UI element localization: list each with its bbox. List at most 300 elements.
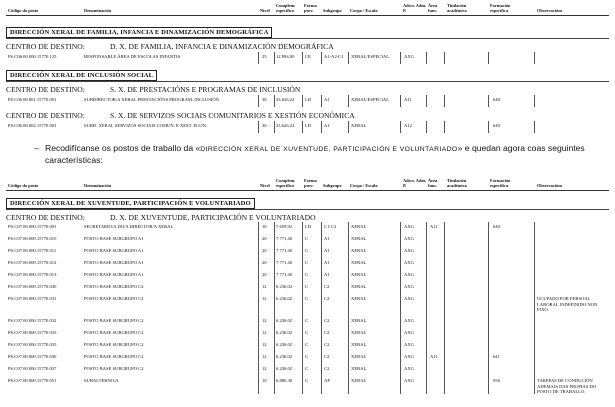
cell-nivel: 30 <box>262 97 267 102</box>
cell-corpo: XERAL <box>351 236 367 241</box>
header-codigo: Código do posto <box>8 183 39 188</box>
cell-forma: C <box>305 342 309 347</box>
column-divider <box>426 270 427 282</box>
cell-subgrupo: A1 <box>324 272 330 277</box>
cell-codigo: PS.C06.00.002.15770.001 <box>8 123 57 128</box>
column-divider <box>426 234 427 246</box>
column-divider <box>400 340 401 352</box>
cell-corpo: XERAL <box>351 272 367 277</box>
header-adscr: Adscr. Adm. P. <box>403 178 427 188</box>
column-divider <box>258 340 259 352</box>
cell-nivel: 20 <box>262 248 267 253</box>
column-divider <box>348 222 349 234</box>
header-subgrupo: Subgrupo <box>323 183 342 188</box>
column-divider <box>444 294 445 316</box>
column-divider <box>321 121 322 133</box>
cell-corpo: XERAL <box>351 378 367 383</box>
cell-forma: C <box>305 248 309 253</box>
cell-corpo: XERAL/ESPECIAL <box>351 97 390 102</box>
cell-denominacion: POSTO BASE SUBGRUPO C2 <box>84 354 144 359</box>
column-divider <box>258 270 259 282</box>
column-divider <box>444 234 445 246</box>
cell-subgrupo: A1 <box>324 248 330 253</box>
cell-forma: C <box>305 378 309 383</box>
column-divider <box>321 270 322 282</box>
column-divider <box>302 364 303 376</box>
cell-subgrupo: A1-A2-C1 <box>324 54 344 59</box>
cell-denominacion: POSTO BASE SUBGRUPO C2 <box>84 284 144 289</box>
column-divider <box>534 316 535 328</box>
cell-forma: LD <box>305 97 312 102</box>
column-divider <box>488 270 489 282</box>
cell-formacion: 956 <box>493 378 500 383</box>
cell-nivel: 12 <box>262 330 267 335</box>
column-divider <box>274 340 275 352</box>
cell-subgrupo: C1-C2 <box>324 224 337 229</box>
cell-nivel: 12 <box>262 354 267 359</box>
cell-codigo: PS.C06.00.000.15770.125 <box>8 54 57 59</box>
column-divider <box>274 234 275 246</box>
column-divider <box>348 234 349 246</box>
cell-subgrupo: A1 <box>324 123 330 128</box>
cell-corpo: XERAL <box>351 123 367 128</box>
column-divider <box>400 270 401 282</box>
cell-nivel: 30 <box>262 123 267 128</box>
destino-label: CENTRO DE DESTINO: <box>6 42 85 51</box>
cell-complemento: 7.659,92 <box>276 224 293 229</box>
cell-complemento: 6.236,02 <box>276 284 293 289</box>
column-divider <box>274 222 275 234</box>
column-divider <box>348 364 349 376</box>
note-dash: – <box>34 143 39 153</box>
column-divider <box>400 364 401 376</box>
cell-corpo: XERAL <box>351 248 367 253</box>
column-divider <box>258 222 259 234</box>
column-divider <box>444 316 445 328</box>
cell-nivel: 12 <box>262 318 267 323</box>
column-divider <box>274 328 275 340</box>
header-denominacion: Denominación <box>84 183 112 188</box>
column-divider <box>321 328 322 340</box>
cell-codigo: PS.C07.00.000.15770.037 <box>8 366 57 371</box>
column-divider <box>488 376 489 394</box>
cell-adscr: AXG <box>404 284 414 289</box>
column-divider <box>444 376 445 394</box>
cell-forma: C <box>305 260 309 265</box>
cell-complemento: 6.236,02 <box>276 296 293 301</box>
column-divider <box>426 95 427 107</box>
cell-denominacion: POSTO BASE SUBGRUPO C2 <box>84 342 144 347</box>
column-divider <box>534 270 535 282</box>
column-divider <box>488 258 489 270</box>
cell-forma: C <box>305 354 309 359</box>
column-divider <box>488 316 489 328</box>
column-divider <box>348 121 349 133</box>
cell-nivel: 20 <box>262 272 267 277</box>
header-forma: Forma prov. <box>304 178 317 188</box>
cell-denominacion: POSTO BASE SUBGRUPO C2 <box>84 296 144 301</box>
cell-corpo: XERAL <box>351 284 367 289</box>
cell-area: A11 <box>430 224 438 229</box>
column-divider <box>302 340 303 352</box>
cell-denominacion: POSTO BASE SUBGRUPO A1 <box>84 248 144 253</box>
column-divider <box>258 352 259 364</box>
cell-adscr: AXG <box>404 366 414 371</box>
destino-label: CENTRO DE DESTINO: <box>6 213 85 222</box>
cell-adscr: AXG <box>404 296 414 301</box>
column-divider <box>444 222 445 234</box>
header-nivel: Nivel <box>260 183 270 188</box>
header-titulacion: Titulación académica <box>447 3 467 13</box>
column-divider <box>302 376 303 394</box>
column-divider <box>302 352 303 364</box>
column-divider <box>488 246 489 258</box>
column-divider <box>348 52 349 64</box>
cell-subgrupo: AP <box>324 378 330 383</box>
column-divider <box>321 95 322 107</box>
column-divider <box>400 376 401 394</box>
cell-codigo: PS.C07.00.000.15770.011 <box>8 248 57 253</box>
cell-complemento: 7.771,40 <box>276 260 293 265</box>
column-divider <box>400 95 401 107</box>
column-divider <box>426 316 427 328</box>
cell-subgrupo: C2 <box>324 318 330 323</box>
cell-forma: C <box>305 236 309 241</box>
column-divider <box>274 364 275 376</box>
column-divider <box>534 376 535 394</box>
cell-nivel: 20 <box>262 236 267 241</box>
column-divider <box>488 352 489 364</box>
column-divider <box>321 376 322 394</box>
column-divider <box>274 282 275 294</box>
column-divider <box>321 52 322 64</box>
cell-complemento: 6.880,38 <box>276 378 293 383</box>
header-area: Área func. <box>428 178 438 188</box>
column-divider <box>488 282 489 294</box>
section-box-inclusion: DIRECCIÓN XERAL DE INCLUSIÓN SOCIAL <box>6 70 157 81</box>
column-divider <box>274 258 275 270</box>
column-divider <box>274 376 275 394</box>
cell-corpo: XERAL <box>351 330 367 335</box>
cell-nivel: 25 <box>262 54 267 59</box>
cell-subgrupo: A1 <box>324 260 330 265</box>
column-divider <box>426 121 427 133</box>
column-divider <box>348 246 349 258</box>
column-divider <box>258 246 259 258</box>
column-divider <box>426 352 427 364</box>
cell-denominacion: POSTO BASE SUBGRUPO A1 <box>84 272 144 277</box>
column-divider <box>400 121 401 133</box>
column-divider <box>321 294 322 316</box>
column-divider <box>426 328 427 340</box>
cell-nivel: 20 <box>262 260 267 265</box>
cell-codigo: PS.C07.00.000.15770.013 <box>8 272 57 277</box>
column-divider <box>426 282 427 294</box>
column-divider <box>302 328 303 340</box>
header-observacions: Observacións <box>537 183 563 188</box>
cell-codigo: PS.C07.00.000.15770.030 <box>8 284 57 289</box>
header-forma: Forma prov. <box>304 3 317 13</box>
section-underline <box>6 209 609 210</box>
header-corpo: Corpo / Escala <box>350 183 378 188</box>
cell-adscr: AXG <box>404 342 414 347</box>
column-divider <box>488 52 489 64</box>
cell-complemento: 23.626,22 <box>276 123 295 128</box>
column-divider <box>258 328 259 340</box>
cell-denominacion: RESPONSABLE ÁREA DE ESCOLAS INFANTIS <box>84 54 181 59</box>
note-text-after: » e quedan agora coas seguintes características: <box>45 143 585 165</box>
column-divider <box>426 364 427 376</box>
cell-nivel: 12 <box>262 296 267 301</box>
column-divider <box>444 95 445 107</box>
note-text-smallcaps: DIRECCIÓN XERAL DE XUVENTUDE, PARTICIPACIÓN E VOLUNTARIADO <box>200 146 458 153</box>
cell-nivel: 10 <box>262 378 267 383</box>
cell-nivel: 12 <box>262 366 267 371</box>
header-formacion: Formación específica <box>490 3 511 13</box>
cell-subgrupo: C2 <box>324 342 330 347</box>
cell-complemento: 6.236,02 <box>276 354 293 359</box>
destino-name: S. X. DE SERVIZOS SOCIAIS COMUNITARIOS E XESTIÓN ECONÓMICA <box>110 111 355 120</box>
cell-adscr: AXG <box>404 260 414 265</box>
column-divider <box>321 364 322 376</box>
cell-nivel: 12 <box>262 284 267 289</box>
column-divider <box>400 52 401 64</box>
column-divider <box>400 222 401 234</box>
column-divider <box>302 294 303 316</box>
header-subgrupo: Subgrupo <box>323 8 342 13</box>
column-divider <box>444 340 445 352</box>
column-divider <box>274 316 275 328</box>
column-divider <box>534 352 535 364</box>
column-divider <box>488 121 489 133</box>
column-divider <box>534 258 535 270</box>
column-divider <box>302 282 303 294</box>
cell-corpo: XERAL <box>351 318 367 323</box>
cell-adscr: AXG <box>404 378 414 383</box>
cell-corpo: XERAL/ESPECIAL <box>351 54 390 59</box>
column-divider <box>258 282 259 294</box>
cell-forma: CE <box>305 54 311 59</box>
column-divider <box>302 270 303 282</box>
column-divider <box>348 294 349 316</box>
column-divider <box>488 328 489 340</box>
cell-forma: C <box>305 330 309 335</box>
cell-corpo: XERAL <box>351 296 367 301</box>
column-divider <box>488 234 489 246</box>
cell-complemento: 12.894,00 <box>276 54 295 59</box>
column-divider <box>321 222 322 234</box>
cell-complemento: 6.236,02 <box>276 342 293 347</box>
column-divider <box>258 364 259 376</box>
destino-label: CENTRO DE DESTINO: <box>6 111 85 120</box>
cell-observacions: TAREFAS DE CONDUCIÓN ADEMAIS DAS PROPIAS DO POSTO DE TRABALLO. <box>537 378 597 395</box>
header-corpo: Corpo / Escala <box>350 8 378 13</box>
cell-observacions: OCUPADO POR PERSOAL LABORAL INDEFINIDO NON FIXO. <box>537 296 598 313</box>
column-divider <box>444 352 445 364</box>
header-area: Área func. <box>428 3 438 13</box>
cell-codigo: PS.C07.00.000.15770.001 <box>8 224 57 229</box>
column-divider <box>302 52 303 64</box>
column-divider <box>534 294 535 316</box>
column-divider <box>400 294 401 316</box>
column-divider <box>321 246 322 258</box>
cell-denominacion: SUBD. XERAL SERVIZOS SOCIAIS COMUÑ. E XEST. ECON. <box>84 123 208 128</box>
cell-corpo: XERAL <box>351 260 367 265</box>
column-divider <box>444 246 445 258</box>
cell-subgrupo: C2 <box>324 354 330 359</box>
cell-subgrupo: A1 <box>324 97 330 102</box>
cell-adscr: AXG <box>404 224 414 229</box>
column-divider <box>274 121 275 133</box>
column-divider <box>534 234 535 246</box>
header-denominacion: Denominación <box>84 8 112 13</box>
column-divider <box>258 294 259 316</box>
column-divider <box>348 316 349 328</box>
destino-name: D. X. DE XUVENTUDE, PARTICIPACIÓN E VOLUNTARIADO <box>110 213 316 222</box>
column-divider <box>400 258 401 270</box>
destino-label: CENTRO DE DESTINO: <box>6 85 85 94</box>
column-divider <box>444 270 445 282</box>
column-divider <box>258 234 259 246</box>
cell-complemento: 6.236,02 <box>276 330 293 335</box>
cell-forma: C <box>305 272 309 277</box>
column-divider <box>488 340 489 352</box>
cell-codigo: PS.C07.00.000.15770.033 <box>8 330 57 335</box>
destino-name: D. X. DE FAMILIA, INFANCIA E DINAMIZACIÓN DEMOGRÁFICA <box>110 42 334 51</box>
column-divider <box>321 352 322 364</box>
column-divider <box>444 258 445 270</box>
header-codigo: Código do posto <box>8 8 39 13</box>
column-divider <box>426 376 427 394</box>
cell-nivel: 12 <box>262 342 267 347</box>
column-divider <box>426 340 427 352</box>
column-divider <box>444 52 445 64</box>
header-complemento: Complem. específico <box>276 178 296 188</box>
column-divider <box>534 246 535 258</box>
cell-denominacion: POSTO BASE SUBGRUPO C2 <box>84 366 144 371</box>
cell-subgrupo: C2 <box>324 330 330 335</box>
cell-adscr: AXG <box>404 248 414 253</box>
column-divider <box>400 352 401 364</box>
cell-complemento: 6.236,02 <box>276 318 293 323</box>
column-divider <box>302 121 303 133</box>
cell-formacion: 640 <box>493 224 500 229</box>
column-divider <box>534 282 535 294</box>
note-paragraph <box>34 143 605 166</box>
column-divider <box>321 316 322 328</box>
column-divider <box>321 282 322 294</box>
cell-forma: LD <box>305 123 312 128</box>
column-divider <box>444 282 445 294</box>
column-divider <box>302 246 303 258</box>
section-box-familia: DIRECCIÓN XERAL DE FAMILIA, INFANCIA E DINAMIZACIÓN DEMOGRÁFICA <box>6 27 272 38</box>
column-divider <box>400 246 401 258</box>
cell-adscr: AXG <box>404 330 414 335</box>
column-divider <box>258 95 259 107</box>
header-nivel: Nivel <box>260 8 270 13</box>
header-adscr: Adscr. Adm. P. <box>403 3 427 13</box>
column-divider <box>400 234 401 246</box>
cell-subgrupo: C2 <box>324 366 330 371</box>
cell-denominacion: SECRETARIO/A DO/A DIRECTOR/A XERAL <box>84 224 174 229</box>
cell-codigo: PS.C07.00.000.15770.036 <box>8 354 57 359</box>
cell-codigo: PS.C07.00.000.15770.012 <box>8 260 57 265</box>
cell-denominacion: POSTO BASE SUBGRUPO C2 <box>84 318 144 323</box>
section-underline <box>6 38 609 39</box>
cell-corpo: XERAL <box>351 366 367 371</box>
column-divider <box>488 95 489 107</box>
cell-formacion: 640 <box>493 123 500 128</box>
column-divider <box>488 294 489 316</box>
cell-complemento: 23.626,22 <box>276 97 295 102</box>
cell-codigo: PS.C07.00.000.15770.031 <box>8 296 57 301</box>
column-divider <box>426 52 427 64</box>
column-divider <box>444 328 445 340</box>
column-divider <box>426 294 427 316</box>
column-divider <box>400 282 401 294</box>
cell-codigo: PS.C07.00.000.15770.035 <box>8 342 57 347</box>
cell-adscr: AXG <box>404 318 414 323</box>
cell-forma: C <box>305 318 309 323</box>
header-rule <box>6 190 609 191</box>
column-divider <box>348 258 349 270</box>
cell-adscr: A12 <box>404 123 412 128</box>
column-divider <box>348 340 349 352</box>
header-formacion: Formación específica <box>490 178 511 188</box>
column-divider <box>302 95 303 107</box>
header-titulacion: Titulación académica <box>447 178 467 188</box>
column-divider <box>426 222 427 234</box>
cell-complemento: 7.771,40 <box>276 236 293 241</box>
cell-corpo: XERAL <box>351 342 367 347</box>
cell-complemento: 6.236,02 <box>276 366 293 371</box>
column-divider <box>302 316 303 328</box>
column-divider <box>444 364 445 376</box>
cell-complemento: 7.771,40 <box>276 272 293 277</box>
cell-corpo: XERAL <box>351 354 367 359</box>
column-divider <box>321 234 322 246</box>
column-divider <box>534 121 535 133</box>
cell-codigo: PS.C07.00.000.15770.032 <box>8 318 57 323</box>
cell-adscr: AXG <box>404 272 414 277</box>
cell-denominacion: POSTO BASE SUBGRUPO A1 <box>84 236 144 241</box>
cell-codigo: PS.C07.00.000.15770.051 <box>8 378 57 383</box>
column-divider <box>348 270 349 282</box>
column-divider <box>348 328 349 340</box>
header-complemento: Complem. específico <box>276 3 296 13</box>
column-divider <box>534 328 535 340</box>
column-divider <box>321 258 322 270</box>
cell-corpo: XERAL <box>351 224 367 229</box>
cell-codigo: PS.C06.00.001.15770.001 <box>8 97 57 102</box>
cell-adscr: A11 <box>404 97 412 102</box>
column-divider <box>534 340 535 352</box>
column-divider <box>444 121 445 133</box>
header-observacions: Observacións <box>537 8 563 13</box>
cell-denominacion: SUBDIRECTOR/A XERAL PRESTACIÓNS PROGRAM. INCLUSIÓN <box>84 97 220 102</box>
note-text-before: Recodifícanse os postos de traballo da « <box>45 143 201 153</box>
column-divider <box>488 364 489 376</box>
column-divider <box>426 246 427 258</box>
column-divider <box>348 95 349 107</box>
column-divider <box>534 95 535 107</box>
column-divider <box>348 282 349 294</box>
column-divider <box>302 234 303 246</box>
column-divider <box>534 364 535 376</box>
column-divider <box>400 328 401 340</box>
cell-adscr: AXG <box>404 236 414 241</box>
cell-codigo: PS.C07.00.000.15770.010 <box>8 236 57 241</box>
